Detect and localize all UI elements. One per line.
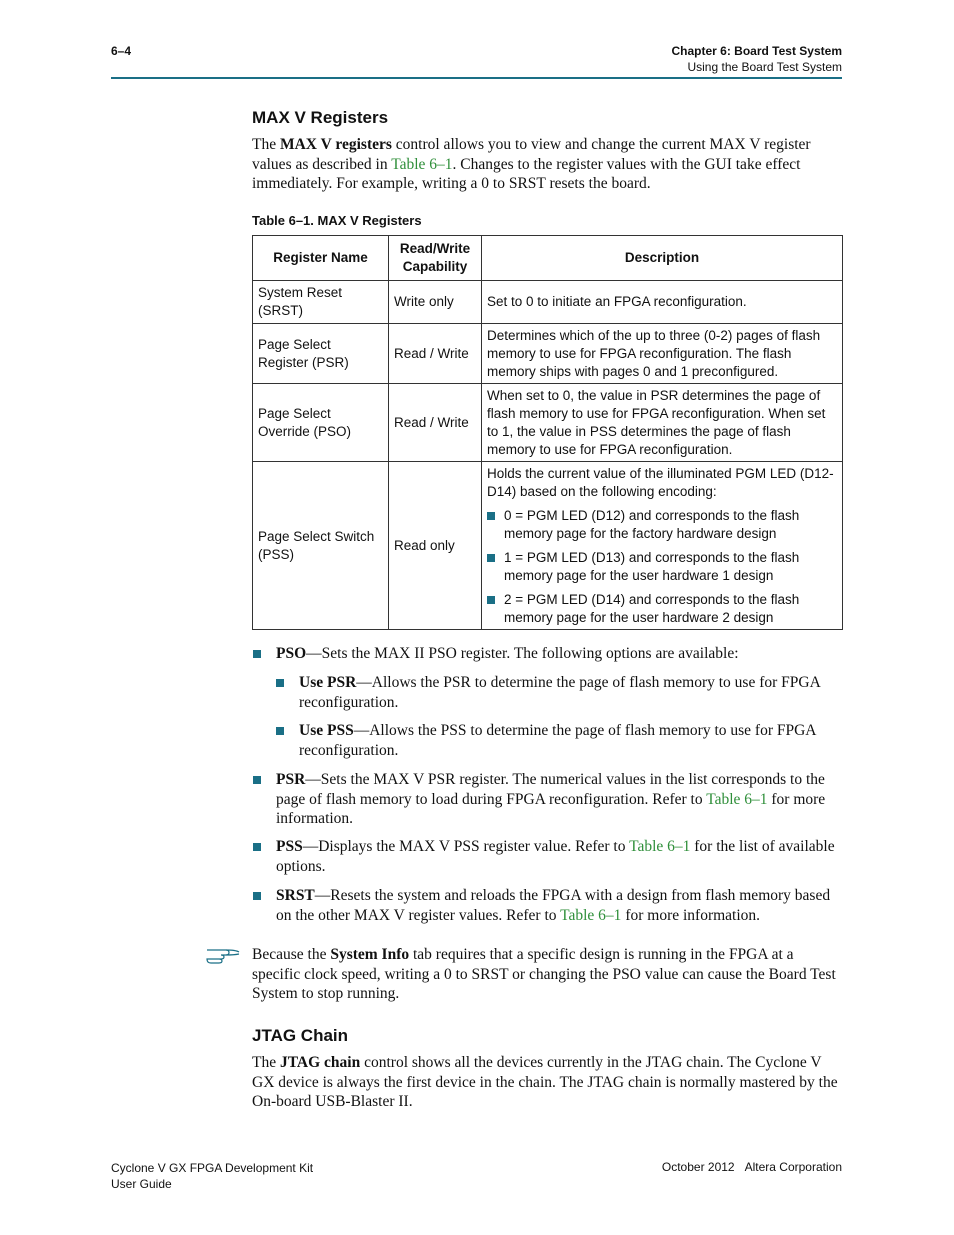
register-name: Page Select Override (PSO) xyxy=(253,384,389,462)
intro-paragraph: The MAX V registers control allows you to view and change the current MAX V register values as described in Table 6–1. Changes to the register values with the GUI take effect immediately. For example, writing a 0 to SRST resets the board. xyxy=(252,136,811,193)
section-title: Using the Board Test System xyxy=(687,60,842,74)
note-paragraph: Because the System Info tab requires that a specific design is running in the FPGA at a specific clock speed, writing a 0 to SRST or changing the PSO value can cause the Board Test System to stop running. xyxy=(252,946,836,1003)
register-name: Page Select Switch (PSS) xyxy=(253,462,389,630)
header-rule xyxy=(111,77,842,79)
bullet-icon xyxy=(487,596,495,604)
footer-company: Altera Corporation xyxy=(744,1160,842,1174)
table-row xyxy=(253,384,843,462)
list-item: 0 = PGM LED (D12) and corresponds to the flash memory page for the factory hardware design xyxy=(487,507,837,543)
register-name: System Reset (SRST) xyxy=(253,281,389,324)
bullet-use-psr: Use PSR—Allows the PSR to determine the page of flash memory to use for FPGA reconfiguration. xyxy=(299,673,844,712)
table-link[interactable]: Table 6–1 xyxy=(706,790,768,808)
bullet-icon xyxy=(487,554,495,562)
bullet-use-pss: Use PSS—Allows the PSS to determine the page of flash memory to use for FPGA reconfiguration. xyxy=(299,721,844,760)
list-item: 2 = PGM LED (D14) and corresponds to the flash memory page for the user hardware 2 design xyxy=(487,591,837,627)
chapter-title: Chapter 6: Board Test System xyxy=(671,44,842,58)
register-description: Determines which of the up to three (0-2) pages of flash memory to use for FPGA reconfiguration. The flash memory ships with pages 0 and 1 preconfigured. xyxy=(482,324,843,384)
bullet-icon xyxy=(253,650,261,658)
register-description: When set to 0, the value in PSR determines the page of flash memory to use for FPGA reconfiguration. When set to 1, the value in PSS determines the page of flash memory to use for FPGA reconfiguration. xyxy=(482,384,843,462)
table-caption: Table 6–1. MAX V Registers xyxy=(252,213,422,228)
bullet-pss: PSS—Displays the MAX V PSS register value. Refer to Table 6–1 for the list of available options. xyxy=(276,837,844,876)
bullet-icon xyxy=(253,892,261,900)
header-description: Description xyxy=(482,236,843,281)
encoding-list xyxy=(487,507,837,627)
bullet-icon xyxy=(253,843,261,851)
register-description: Set to 0 to initiate an FPGA reconfiguration. xyxy=(482,281,843,324)
header-read-write: Read/Write Capability xyxy=(389,236,482,281)
bullet-icon xyxy=(276,727,284,735)
footer-date: October 2012 xyxy=(661,1160,735,1174)
register-rw: Read / Write xyxy=(389,324,482,384)
table-row xyxy=(253,324,843,384)
register-description: Holds the current value of the illuminated PGM LED (D12-D14) based on the following encoding: 0 = PGM LED (D12) and corresponds to the flash memory page for the factory hardware design 1 = PGM LED (D13) and corresponds to the flash memory page for the user hardware 1 design 2 = PGM LED (D14) and corresponds to the flash memory page for the user hardware 2 design xyxy=(482,462,843,630)
table-header-row xyxy=(253,236,843,281)
bullet-srst: SRST—Resets the system and reloads the FPGA with a design from flash memory based on the other MAX V register values. Refer to Table 6–1 for more information. xyxy=(276,886,844,925)
register-rw: Read / Write xyxy=(389,384,482,462)
bullet-icon xyxy=(487,512,495,520)
header-register-name: Register Name xyxy=(253,236,389,281)
page-number: 6–4 xyxy=(111,44,132,58)
section-heading-jtag-chain: JTAG Chain xyxy=(252,1026,349,1045)
table-row xyxy=(253,281,843,324)
pointing-hand-icon xyxy=(206,944,240,964)
table-row xyxy=(253,462,843,630)
table-link[interactable]: Table 6–1 xyxy=(391,155,453,173)
jtag-paragraph: The JTAG chain control shows all the devices currently in the JTAG chain. The Cyclone V GX device is always the first device in the chain. The JTAG chain is normally mastered by the On-board USB-Blaster II. xyxy=(252,1054,838,1111)
running-header xyxy=(672,43,843,75)
table-link[interactable]: Table 6–1 xyxy=(629,838,691,855)
footer-doc-title: Cyclone V GX FPGA Development Kit User Guide xyxy=(111,1161,314,1191)
bullet-pso: PSO—Sets the MAX II PSO register. The following options are available: xyxy=(276,644,844,664)
bullet-psr: PSR—Sets the MAX V PSR register. The numerical values in the list corresponds to the page of flash memory to load during FPGA reconfiguration. Refer to Table 6–1 for more information. xyxy=(276,770,844,829)
register-name: Page Select Register (PSR) xyxy=(253,324,389,384)
section-heading-max-v-registers: MAX V Registers xyxy=(252,108,389,127)
register-rw: Read only xyxy=(389,462,482,630)
bullet-icon xyxy=(276,679,284,687)
list-item: 1 = PGM LED (D13) and corresponds to the flash memory page for the user hardware 1 design xyxy=(487,549,837,585)
registers-table xyxy=(252,235,843,630)
table-link[interactable]: Table 6–1 xyxy=(560,906,622,924)
footer-date-company xyxy=(662,1160,842,1174)
bullet-icon xyxy=(253,776,261,784)
register-rw: Write only xyxy=(389,281,482,324)
